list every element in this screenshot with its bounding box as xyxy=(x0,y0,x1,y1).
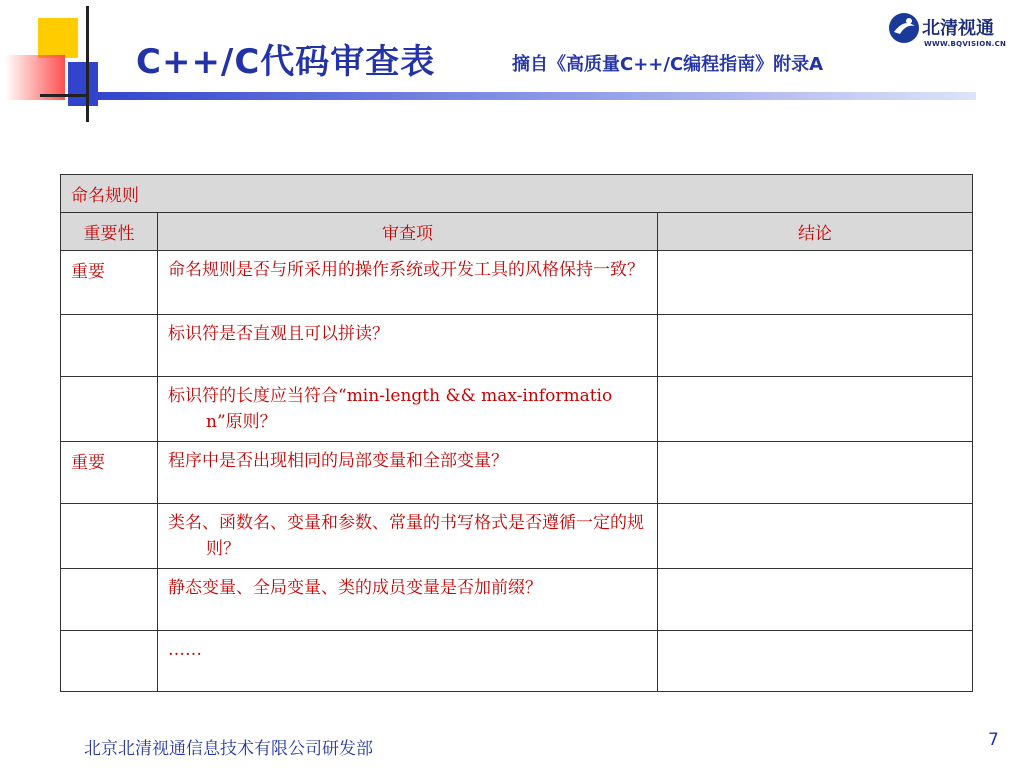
conclusion-cell[interactable] xyxy=(658,377,973,442)
table-row xyxy=(61,442,973,504)
logo-url: WWW.BQVISION.CN xyxy=(924,40,1007,48)
importance-cell xyxy=(61,504,158,569)
logo-name: 北清视通 xyxy=(922,18,994,39)
decorative-blue-square xyxy=(68,62,98,106)
logo-mark-icon xyxy=(888,12,920,44)
conclusion-cell[interactable] xyxy=(658,315,973,377)
company-logo xyxy=(888,12,1016,52)
column-header-importance: 重要性 xyxy=(61,213,158,251)
review-item-text: 标识符是否直观且可以拼读？ xyxy=(168,324,389,344)
importance-cell xyxy=(61,569,158,631)
conclusion-cell[interactable] xyxy=(658,631,973,692)
review-item-text: 类名、函数名、变量和参数、常量的书写格式是否遵循一定的规则？ xyxy=(168,513,644,559)
table-row xyxy=(61,504,973,569)
conclusion-cell[interactable] xyxy=(658,504,973,569)
conclusion-cell[interactable] xyxy=(658,569,973,631)
table-row xyxy=(61,251,973,315)
review-item-cell xyxy=(158,442,658,504)
review-item-cell xyxy=(158,377,658,442)
column-header-item: 审查项 xyxy=(158,213,658,251)
review-item-cell xyxy=(158,251,658,315)
importance-cell xyxy=(61,315,158,377)
table-header-row xyxy=(61,213,973,251)
page-number: 7 xyxy=(988,730,999,750)
conclusion-cell[interactable] xyxy=(658,251,973,315)
importance-cell xyxy=(61,631,158,692)
section-row xyxy=(61,175,973,213)
conclusion-cell[interactable] xyxy=(658,442,973,504)
slide-subtitle: 摘自《高质量C++/C编程指南》附录A xyxy=(512,54,824,75)
table-row xyxy=(61,569,973,631)
title-underline-bar xyxy=(96,92,976,100)
review-item-cell xyxy=(158,315,658,377)
section-title: 命名规则 xyxy=(61,175,973,213)
review-item-text: 程序中是否出现相同的局部变量和全部变量？ xyxy=(168,451,508,471)
decorative-yellow-square xyxy=(38,18,78,58)
review-item-text: …… xyxy=(168,640,202,660)
review-item-text: 标识符的长度应当符合“min-length && max-information”原则？ xyxy=(168,386,613,432)
table-row xyxy=(61,377,973,442)
review-item-text: 命名规则是否与所采用的操作系统或开发工具的风格保持一致？ xyxy=(168,260,644,280)
decorative-vertical-line xyxy=(86,6,89,122)
importance-cell: 重要 xyxy=(61,442,158,504)
review-item-cell xyxy=(158,569,658,631)
table-row xyxy=(61,315,973,377)
review-item-cell xyxy=(158,504,658,569)
importance-cell: 重要 xyxy=(61,251,158,315)
code-review-table xyxy=(60,174,973,692)
footer-organization: 北京北清视通信息技术有限公司研发部 xyxy=(84,739,373,759)
decorative-horizontal-line xyxy=(40,94,88,97)
review-item-text: 静态变量、全局变量、类的成员变量是否加前缀？ xyxy=(168,578,542,598)
column-header-conclusion: 结论 xyxy=(658,213,973,251)
table-row xyxy=(61,631,973,692)
importance-cell xyxy=(61,377,158,442)
review-item-cell xyxy=(158,631,658,692)
slide-title: C++/C代码审查表 xyxy=(136,42,436,82)
